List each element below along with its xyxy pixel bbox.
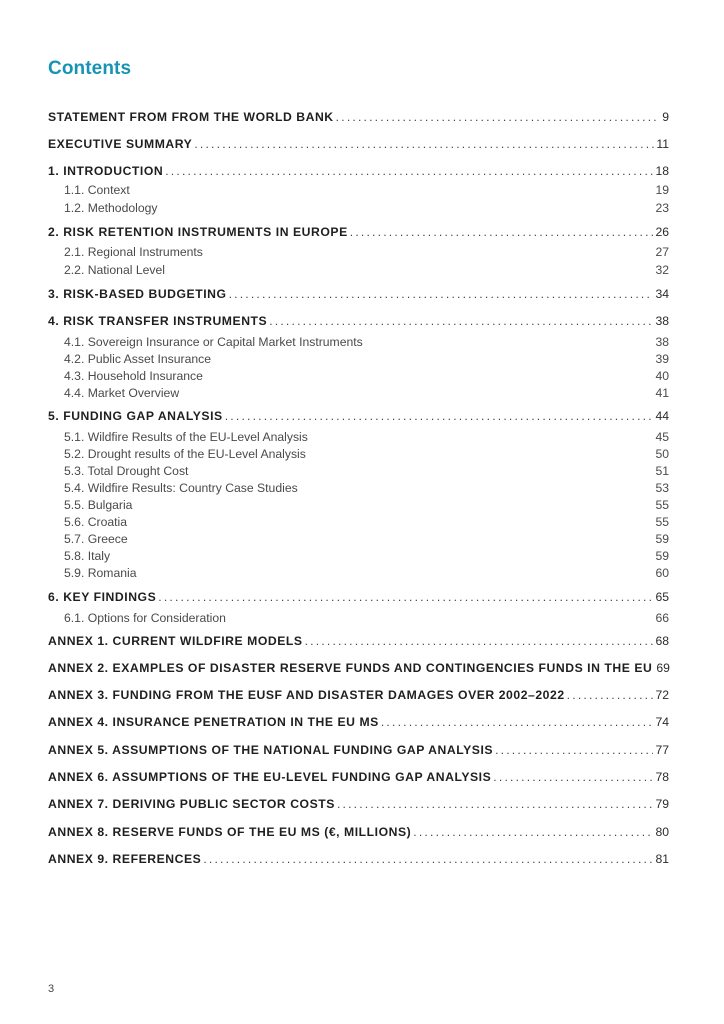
toc-entry-page: 81: [655, 852, 669, 866]
dot-leader: [567, 688, 654, 702]
toc-entry[interactable]: [48, 225, 669, 239]
toc-entry-page: 55: [655, 515, 669, 529]
toc-entry-page: 38: [655, 335, 669, 349]
toc-subentry[interactable]: [48, 481, 669, 495]
toc-entry-label: 5.9. Romania: [64, 566, 137, 580]
toc-entry-page: 77: [655, 743, 669, 757]
toc-entry-page: 53: [655, 481, 669, 495]
toc-subentry[interactable]: [48, 430, 669, 444]
toc-entry-label: EXECUTIVE SUMMARY: [48, 137, 193, 151]
dot-leader: [203, 852, 653, 866]
toc-entry-page: 65: [655, 590, 669, 604]
toc-entry-label: 1.2. Methodology: [64, 201, 158, 215]
toc-subentry[interactable]: [48, 201, 669, 215]
toc-entry-label: 5. FUNDING GAP ANALYSIS: [48, 409, 223, 423]
toc-entry-page: 66: [655, 611, 669, 625]
toc-entry[interactable]: [48, 661, 669, 675]
toc-entry-label: 2.2. National Level: [64, 263, 165, 277]
toc-entry-label: ANNEX 2. EXAMPLES OF DISASTER RESERVE FUNDS AND CONTINGENCIES FUNDS IN THE EU: [48, 661, 653, 675]
toc-entry-label: ANNEX 8. RESERVE FUNDS OF THE EU MS (€, MILLIONS): [48, 825, 412, 839]
toc-entry-page: 18: [655, 164, 669, 178]
toc-entry-page: 39: [655, 352, 669, 366]
toc-subentry[interactable]: [48, 386, 669, 400]
toc-entry-label: 5.6. Croatia: [64, 515, 128, 529]
toc-entry-label: 1.1. Context: [64, 183, 130, 197]
toc-entry-page: 51: [655, 464, 669, 478]
dot-leader: [225, 409, 654, 423]
toc-entry-page: 68: [655, 634, 669, 648]
toc-entry-page: 40: [655, 369, 669, 383]
dot-leader: [229, 287, 654, 301]
toc-entry-label: ANNEX 5. ASSUMPTIONS OF THE NATIONAL FUNDING GAP ANALYSIS: [48, 743, 494, 757]
toc-entry[interactable]: [48, 137, 669, 151]
toc-entry[interactable]: [48, 825, 669, 839]
toc-entry-label: ANNEX 9. REFERENCES: [48, 852, 202, 866]
toc-entry-label: 5.1. Wildfire Results of the EU-Level Analysis: [64, 430, 308, 444]
page-title: Contents: [48, 58, 132, 79]
toc-entry[interactable]: [48, 110, 669, 124]
toc-entry[interactable]: [48, 164, 669, 178]
toc-subentry[interactable]: [48, 515, 669, 529]
toc-entry-page: 23: [655, 201, 669, 215]
toc-entry-page: 69: [656, 661, 670, 675]
dot-leader: [493, 770, 653, 784]
toc-entry[interactable]: [48, 743, 669, 757]
toc-subentry[interactable]: [48, 263, 669, 277]
toc-entry-page: 41: [655, 386, 669, 400]
toc-entry-label: 5.2. Drought results of the EU-Level Analysis: [64, 447, 306, 461]
toc-entry-page: 59: [655, 549, 669, 563]
toc-entry-page: 9: [662, 110, 669, 124]
toc-entry-label: 6. KEY FINDINGS: [48, 590, 157, 604]
toc-entry-page: 55: [655, 498, 669, 512]
dot-leader: [350, 225, 654, 239]
toc-entry-label: 6.1. Options for Consideration: [64, 611, 226, 625]
toc-entry-label: 3. RISK-BASED BUDGETING: [48, 287, 227, 301]
toc-entry-page: 80: [655, 825, 669, 839]
toc-entry-label: ANNEX 6. ASSUMPTIONS OF THE EU-LEVEL FUNDING GAP ANALYSIS: [48, 770, 492, 784]
toc-entry-page: 78: [655, 770, 669, 784]
toc-entry-page: 26: [655, 225, 669, 239]
toc-entry-page: 34: [655, 287, 669, 301]
toc-entry-label: 4.4. Market Overview: [64, 386, 180, 400]
dot-leader: [381, 715, 654, 729]
toc-subentry[interactable]: [48, 183, 669, 197]
toc-subentry[interactable]: [48, 352, 669, 366]
dot-leader: [413, 825, 653, 839]
toc-subentry[interactable]: [48, 566, 669, 580]
toc-entry[interactable]: [48, 688, 669, 702]
toc-entry-page: 79: [655, 797, 669, 811]
toc-entry-label: 4.2. Public Asset Insurance: [64, 352, 212, 366]
dot-leader: [194, 137, 654, 151]
toc-entry[interactable]: [48, 409, 669, 423]
toc-subentry[interactable]: [48, 335, 669, 349]
toc-entry-page: 59: [655, 532, 669, 546]
dot-leader: [165, 164, 653, 178]
toc-entry-label: STATEMENT FROM FROM THE WORLD BANK: [48, 110, 334, 124]
toc-entry[interactable]: [48, 590, 669, 604]
toc-subentry[interactable]: [48, 447, 669, 461]
toc-entry[interactable]: [48, 797, 669, 811]
toc-entry[interactable]: [48, 770, 669, 784]
toc-subentry[interactable]: [48, 532, 669, 546]
toc-entry-label: 4. RISK TRANSFER INSTRUMENTS: [48, 314, 268, 328]
toc-subentry[interactable]: [48, 498, 669, 512]
toc-entry[interactable]: [48, 852, 669, 866]
toc-subentry[interactable]: [48, 549, 669, 563]
toc-entry-label: ANNEX 3. FUNDING FROM THE EUSF AND DISASTER DAMAGES OVER 2002–2022: [48, 688, 565, 702]
toc-entry[interactable]: [48, 634, 669, 648]
toc-entry-page: 38: [655, 314, 669, 328]
dot-leader: [305, 634, 654, 648]
toc-entry-page: 60: [655, 566, 669, 580]
toc-entry-label: ANNEX 7. DERIVING PUBLIC SECTOR COSTS: [48, 797, 335, 811]
toc-entry-page: 50: [655, 447, 669, 461]
toc-entry[interactable]: [48, 287, 669, 301]
toc-subentry[interactable]: [48, 464, 669, 478]
toc-subentry[interactable]: [48, 611, 669, 625]
toc-entry-label: 2.1. Regional Instruments: [64, 245, 203, 259]
dot-leader: [269, 314, 653, 328]
toc-entry-page: 45: [655, 430, 669, 444]
toc-entry-label: 4.1. Sovereign Insurance or Capital Market Instruments: [64, 335, 363, 349]
page-number: 3: [48, 983, 55, 995]
toc-subentry[interactable]: [48, 369, 669, 383]
toc-entry[interactable]: [48, 715, 669, 729]
toc-subentry[interactable]: [48, 245, 669, 259]
toc-entry-label: 5.5. Bulgaria: [64, 498, 133, 512]
toc-entry-label: 5.3. Total Drought Cost: [64, 464, 189, 478]
toc-entry-label: 2. RISK RETENTION INSTRUMENTS IN EUROPE: [48, 225, 348, 239]
toc-entry-page: 72: [655, 688, 669, 702]
dot-leader: [495, 743, 653, 757]
toc-entry-label: ANNEX 4. INSURANCE PENETRATION IN THE EU MS: [48, 715, 379, 729]
toc-entry-label: ANNEX 1. CURRENT WILDFIRE MODELS: [48, 634, 303, 648]
toc-entry-page: 27: [655, 245, 669, 259]
dot-leader: [336, 110, 661, 124]
toc-entry-page: 32: [655, 263, 669, 277]
dot-leader: [337, 797, 654, 811]
dot-leader: [158, 590, 653, 604]
toc-entry[interactable]: [48, 314, 669, 328]
toc-entry-page: 74: [655, 715, 669, 729]
toc-entry-label: 4.3. Household Insurance: [64, 369, 203, 383]
toc-entry-page: 44: [655, 409, 669, 423]
toc-entry-page: 19: [655, 183, 669, 197]
toc-entry-label: 5.8. Italy: [64, 549, 111, 563]
toc-entry-page: 11: [656, 137, 669, 151]
toc-entry-label: 1. INTRODUCTION: [48, 164, 164, 178]
toc-entry-label: 5.4. Wildfire Results: Country Case Studies: [64, 481, 298, 495]
toc-entry-label: 5.7. Greece: [64, 532, 128, 546]
